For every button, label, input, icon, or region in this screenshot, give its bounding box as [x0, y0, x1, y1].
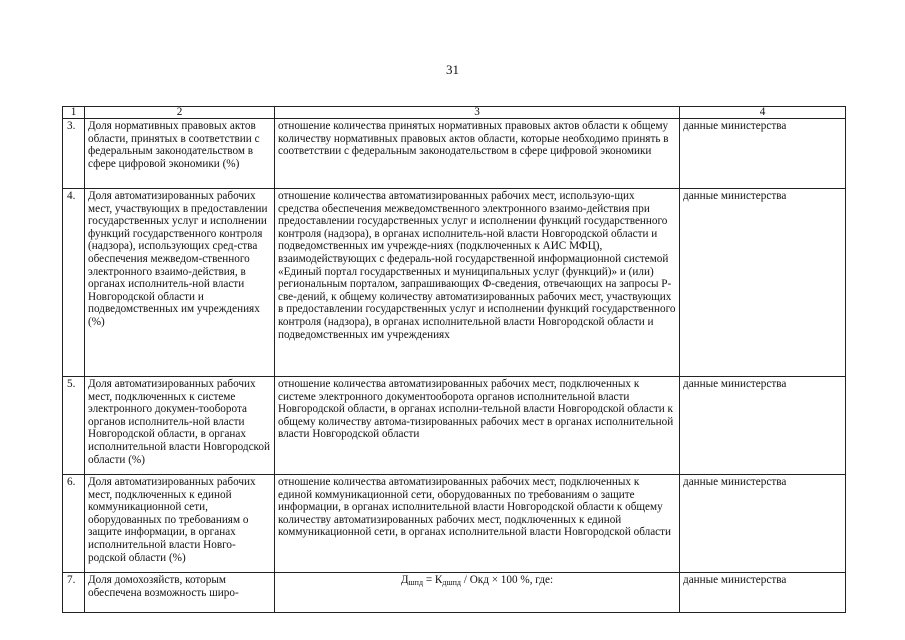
- indicator-name: Доля автоматизированных рабочих мест, подключенных к единой коммуникационной сети, оборудованных по требованиям о защите информации, в органах исполнительной власти Новго-родской области (%): [85, 475, 275, 573]
- calculation-method: отношение количества автоматизированных рабочих мест, подключенных к системе электронного документооборота органов исполнительной власти Новгородской области, в органах исполни-тельной власти Новгородской области к общему количеству автома-тизированных рабочих мест в органах исполнительной власти Новгородской области: [275, 377, 680, 475]
- table-row: [63, 377, 846, 475]
- row-number: 5.: [63, 377, 85, 475]
- table-row: [63, 189, 846, 377]
- calculation-method: отношение количества автоматизированных рабочих мест, использую-щих средства обеспечения межведомственного электронного взаимо-действия при предоставлении государственных услуг и исполнении функций государственного контроля (надзора), в органах исполнитель-ной власти Новгородской области и подведомственных им учрежде-ниях (подключенных к АИС МФЦ), взаимодействующих с федераль-ной государственной информационной системой «Единый портал государственных и муниципальных услуг (функций)» и (или) региональным порталом, запрашивающих Ф-сведения, отвечающих на запросы Р-све-дений, к общему количеству автоматизированных рабочих мест, участвующих в предоставлении государственных услуг и исполнении функций государственного контроля (надзора), в органах исполнительной власти Новгородской области и подведомственных им учреждениях: [275, 189, 680, 377]
- data-source: данные министерства: [680, 573, 846, 613]
- formula-lhs: Д: [400, 574, 409, 586]
- row-number: 6.: [63, 475, 85, 573]
- header-cell-4: 4: [680, 107, 846, 119]
- header-cell-3: 3: [275, 107, 680, 119]
- formula-rest: / Окд × 100 %, где:: [461, 574, 554, 586]
- formula-k-subscript: дшпд: [442, 578, 461, 587]
- data-source: данные министерства: [680, 189, 846, 377]
- table-header-row: [63, 107, 846, 119]
- indicator-name: Доля домохозяйств, которым обеспечена возможность широ-: [85, 573, 275, 613]
- indicators-table: [62, 106, 846, 613]
- calculation-method: отношение количества автоматизированных рабочих мест, подключенных к единой коммуникационной сети, оборудованных по требованиям о защите информации, в органах исполнительной власти Новгородской области к общему количеству автоматизированных рабочих мест, подключенных к единой коммуникационной сети, в органах исполнительной власти Новгородской области: [275, 475, 680, 573]
- table-row: [63, 475, 846, 573]
- row-number: 4.: [63, 189, 85, 377]
- header-cell-1: 1: [63, 107, 85, 119]
- formula-equals: = К: [423, 574, 443, 586]
- header-cell-2: 2: [85, 107, 275, 119]
- indicator-name: Доля нормативных правовых актов области, принятых в соответствии с федеральным законодательством в сфере цифровой экономики (%): [85, 119, 275, 189]
- data-source: данные министерства: [680, 475, 846, 573]
- row-number: 3.: [63, 119, 85, 189]
- page-number: 31: [446, 62, 459, 77]
- indicator-name: Доля автоматизированных рабочих мест, участвующих в предоставлении государственных услуг и исполнении функций государственного контроля (надзора), использующих сред-ства обеспечения межведом-ственного электронного взаимо-действия, в органах исполнитель-ной власти Новгородской области и подведомственных им учреждениях (%): [85, 189, 275, 377]
- formula-cell: [275, 573, 680, 613]
- formula-lhs-subscript: шпд: [408, 578, 424, 587]
- row-number: 7.: [63, 573, 85, 613]
- table-row: [63, 573, 846, 613]
- indicator-name: Доля автоматизированных рабочих мест, подключенных к системе электронного докумен-тооборота органов исполнитель-ной власти Новгородской области, в органах исполнительной власти Новгородской области (%): [85, 377, 275, 475]
- table-row: [63, 119, 846, 189]
- calculation-method: отношение количества принятых нормативных правовых актов области к общему количеству нормативных правовых актов области, которые необходимо принять в соответствии с федеральным законодательством в сфере цифровой экономики: [275, 119, 680, 189]
- data-source: данные министерства: [680, 377, 846, 475]
- data-source: данные министерства: [680, 119, 846, 189]
